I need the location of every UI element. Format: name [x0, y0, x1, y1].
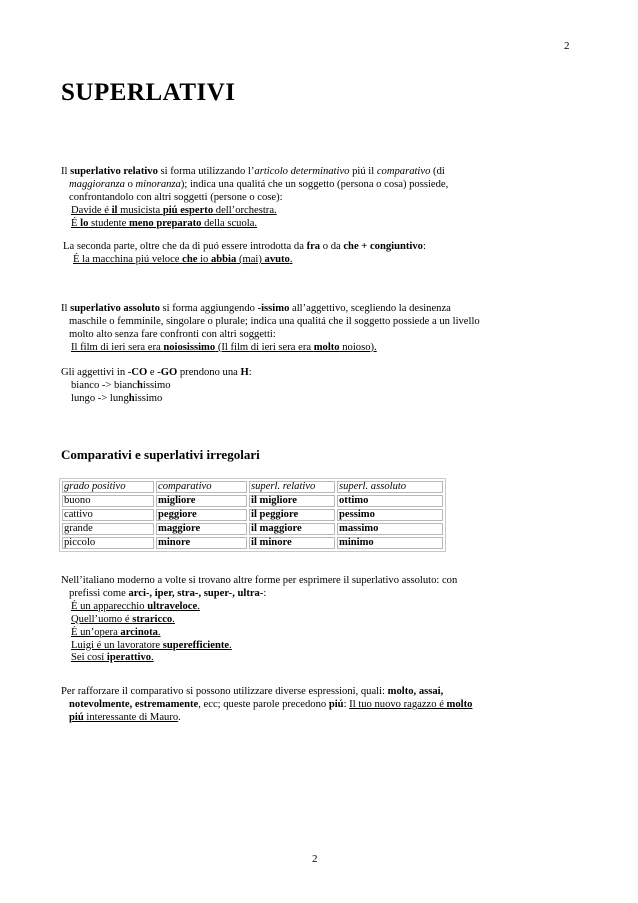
table-cell: pessimo	[337, 509, 443, 521]
paragraph-line: confrontandolo con altri soggetti (persone o cose):	[69, 191, 283, 203]
paragraph-line: Gli aggettivi in -CO e -GO prendono una H:	[61, 367, 252, 378]
table-header-row	[62, 481, 443, 493]
page-title: SUPERLATIVI	[61, 79, 236, 106]
example-word: lungo -> lunghissimo	[71, 392, 163, 404]
example-sentence: Il film di ieri sera era noiosissimo (Il film di ieri sera era molto noioso).	[71, 341, 377, 353]
table-cell: grande	[62, 523, 154, 535]
absolute-superlative-section	[61, 303, 561, 355]
table-row	[62, 495, 443, 507]
table-cell: il migliore	[249, 495, 335, 507]
modern-prefix-section	[61, 575, 561, 665]
example-sentence: É un’opera arcinota.	[71, 626, 161, 638]
relative-superlative-section	[61, 166, 561, 231]
irregular-table	[59, 478, 446, 552]
irregular-section-title: Comparativi e superlativi irregolari	[61, 447, 260, 462]
table-header-cell: superl. assoluto	[337, 481, 443, 493]
paragraph-line: maschile o femminile, singolare o plurale; indica una qualitá che il soggetto possiede a un livello	[69, 315, 480, 327]
paragraph-line: prefissi come arci-, iper, stra-, super-, ultra-:	[69, 587, 267, 599]
table-cell: maggiore	[156, 523, 247, 535]
table-cell: massimo	[337, 523, 443, 535]
table-row	[62, 509, 443, 521]
page-number-top: 2	[564, 40, 570, 52]
second-part-section	[63, 241, 563, 267]
table-row	[62, 523, 443, 535]
table-cell: il minore	[249, 537, 335, 549]
table-cell: piccolo	[62, 537, 154, 549]
example-sentence: É lo studente meno preparato della scuola.	[71, 217, 258, 229]
co-go-section	[61, 367, 561, 406]
example-sentence: Quell’uomo é straricco.	[71, 613, 175, 625]
table-cell: il maggiore	[249, 523, 335, 535]
paragraph-line: Per rafforzare il comparativo si possono utilizzare diverse espressioni, quali: molto, assai,	[61, 686, 444, 697]
example-sentence: Sei cosí iperattivo.	[71, 652, 154, 664]
table-header-cell: comparativo	[156, 481, 247, 493]
paragraph-line: Il superlativo assoluto si forma aggiungendo -issimo all’aggettivo, scegliendo la desinenza	[61, 303, 451, 314]
table-cell: buono	[62, 495, 154, 507]
table-cell: migliore	[156, 495, 247, 507]
example-word: bianco -> bianchissimo	[71, 379, 171, 391]
table-header-cell: grado positivo	[62, 481, 154, 493]
table-row	[62, 537, 443, 549]
paragraph-line: piú interessante di Mauro.	[69, 711, 181, 723]
paragraph-line: Nell’italiano moderno a volte si trovano altre forme per esprimere il superlativo assoluto: con	[61, 575, 458, 586]
table-cell: peggiore	[156, 509, 247, 521]
example-sentence: É un apparecchio ultraveloce.	[71, 600, 200, 612]
paragraph-line: maggioranza o minoranza); indica una qualitá che un soggetto (persona o cosa) possiede,	[69, 178, 449, 190]
table-cell: ottimo	[337, 495, 443, 507]
paragraph-line: Il superlativo relativo si forma utilizzando l’articolo determinativo piú il comparativo (di	[61, 166, 445, 177]
table-cell: minore	[156, 537, 247, 549]
example-sentence: Luigi é un lavoratore superefficiente.	[71, 639, 232, 651]
paragraph-line: molto alto senza fare confronti con altri soggetti:	[69, 328, 276, 340]
table-cell: il peggiore	[249, 509, 335, 521]
paragraph-line: La seconda parte, oltre che da di puó essere introdotta da fra o da che + congiuntivo:	[63, 241, 426, 252]
reinforcement-section	[61, 686, 561, 725]
page-number-bottom: 2	[312, 853, 318, 865]
example-sentence: É la macchina piú veloce che io abbia (mai) avuto.	[73, 253, 293, 265]
table-cell: minimo	[337, 537, 443, 549]
paragraph-line: notevolmente, estremamente, ecc; queste parole precedono piú: Il tuo nuovo ragazzo é molto	[69, 698, 473, 710]
example-sentence: Davide é il musicista piú esperto dell’orchestra.	[71, 204, 277, 216]
table-cell: cattivo	[62, 509, 154, 521]
table-header-cell: superl. relativo	[249, 481, 335, 493]
